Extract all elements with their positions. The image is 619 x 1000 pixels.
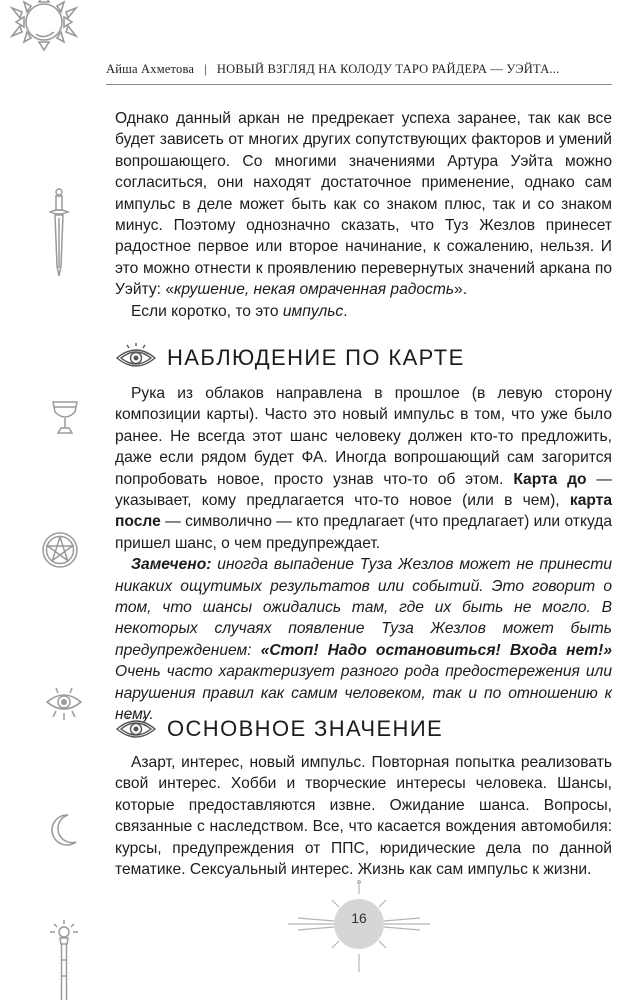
sword-icon xyxy=(44,186,74,278)
observation-paragraph: Рука из облаков направлена в прошлое (в левую сторону композиции карты). Часто это новый импульс в том, что уже было ранее. Не всегда этот шанс человеку должен кто-то предложить, даже если рядом будет ФА. Иногда вопрошающий сам загорится попробовать новое, просто узнав что-то об этом. Карта до — указывает, кому предлагается что-то новое (или в чем), карта после — символично — кто предлагает (что предлагает) или откуда пришел шанс, о чем предупреждает. xyxy=(115,385,612,552)
sun-icon xyxy=(2,0,88,72)
header-book-title: НОВЫЙ ВЗГЛЯД НА КОЛОДУ ТАРО РАЙДЕРА — УЭЙТА... xyxy=(216,62,560,76)
section-title-main-meaning: ОСНОВНОЕ ЗНАЧЕНИЕ xyxy=(167,716,444,741)
observation-text xyxy=(115,383,612,726)
intro-summary-paragraph: Если коротко, то это импульс. xyxy=(131,302,348,320)
crescent-moon-icon xyxy=(48,812,80,848)
section-eye-icon xyxy=(115,714,157,744)
pentacle-icon xyxy=(40,530,80,570)
note-label: Замечено: xyxy=(131,556,212,574)
page-number: 16 xyxy=(351,910,367,926)
eye-icon xyxy=(44,684,84,722)
header-rule xyxy=(106,84,612,85)
chalice-icon xyxy=(50,398,80,438)
section-heading xyxy=(115,343,465,373)
note-paragraph: Замечено: иногда выпадение Туза Жезлов может не принести никаких ощутимых результатов или событий. Это говорит о том, что шансы ожидались там, где их быть не могло. В некоторых случаях появление Туза Жезлов может быть предупреждением: «Стоп! Надо остановиться! Входа нет!» Очень часто характеризует разного рода предостережения или нарушения правил как самим человеком, так и по отношению к нему. xyxy=(115,556,612,724)
header-separator: | xyxy=(204,62,207,76)
section-eye-icon xyxy=(115,343,157,373)
section-heading xyxy=(115,714,443,744)
main-meaning-text xyxy=(115,752,612,880)
section-title-observation: НАБЛЮДЕНИЕ ПО КАРТЕ xyxy=(167,345,465,370)
wand-icon xyxy=(46,920,82,1000)
page-number-ornament xyxy=(284,880,434,980)
header-author: Айша Ахметова xyxy=(106,62,195,76)
running-header xyxy=(106,62,606,77)
intro-text xyxy=(115,108,612,322)
main-meaning-paragraph: Азарт, интерес, новый импульс. Повторная попытка реализовать свой интерес. Хобби и творческие интересы человека. Шансы, которые предоставляются извне. Ожидание шанса. Вопросы, связанные с наследством. Все, что касается вождения автомобиля: курсы, предупреждения от ППС, юридические дела по данной тематике. Сексуальный интерес. Жизнь как сам импульс к жизни. xyxy=(115,754,612,879)
intro-paragraph: Однако данный аркан не предрекает успеха заранее, так как все будет зависеть от многих других сопутствующих факторов и умений вопрошающего. Со многими значениями Артура Уэйта можно согласиться, они находят достаточное применение, однако сам импульс в деле может быть как со знаком плюс, так и со знаком минус. Поэтому однозначно сказать, что Туз Жезлов принесет радостное первое или второе начинание, к сожалению, нельзя. И это можно отнести к проявлению перевернутых значений аркана по Уэйту: «крушение, некая омраченная радость». xyxy=(115,110,612,299)
